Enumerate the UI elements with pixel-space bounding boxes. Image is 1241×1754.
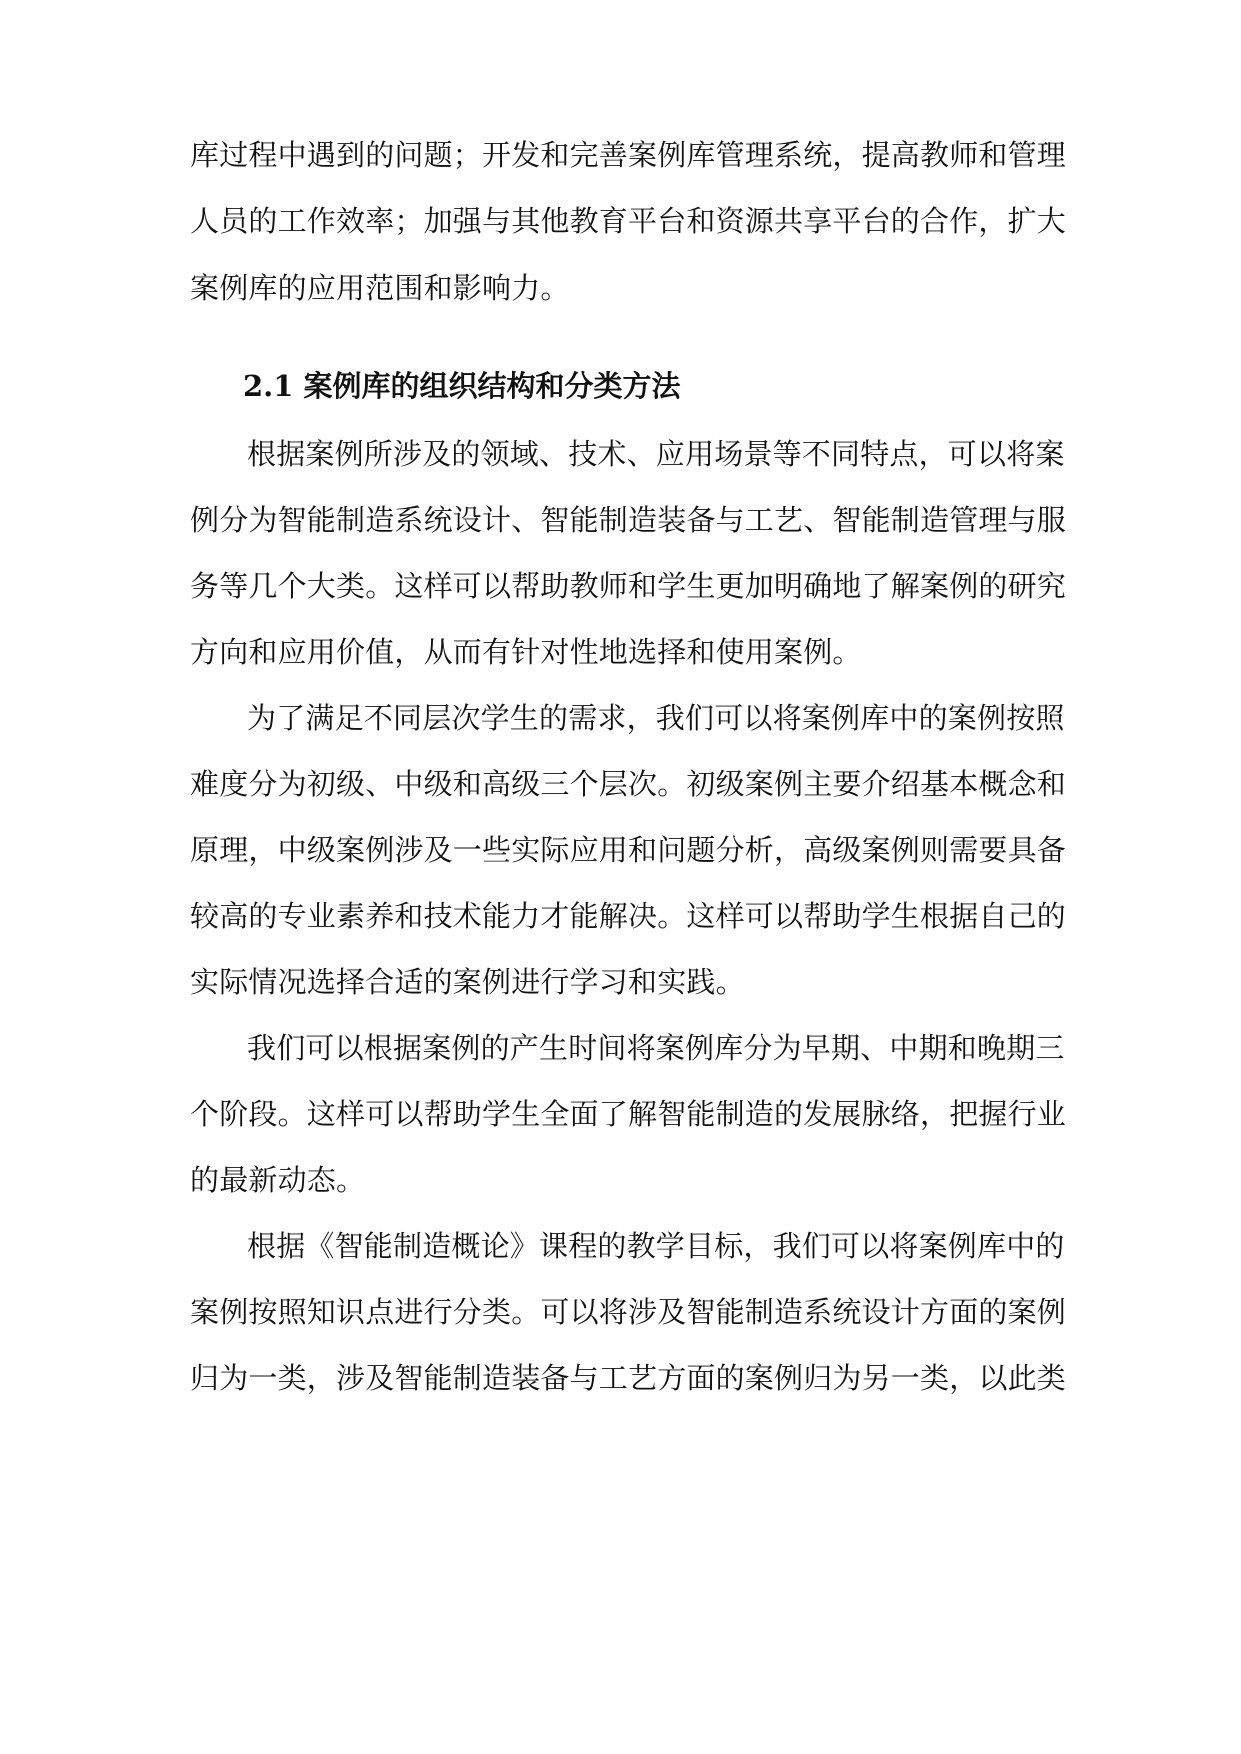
paragraph-4-line-1: 根据《智能制造概论》课程的教学目标，我们可以将案例库中的 xyxy=(247,1229,1065,1263)
paragraph-3-line-1: 我们可以根据案例的产生时间将案例库分为早期、中期和晚期三 xyxy=(247,1031,1065,1065)
paragraph-3-line-2: 个阶段。这样可以帮助学生全面了解智能制造的发展脉络，把握行业 xyxy=(190,1097,1067,1131)
paragraph-2-line-1: 为了满足不同层次学生的需求，我们可以将案例库中的案例按照 xyxy=(247,701,1065,735)
paragraph-3-line-3: 的最新动态。 xyxy=(190,1163,366,1197)
intro-line-1: 库过程中遇到的问题；开发和完善案例库管理系统，提高教师和管理 xyxy=(190,138,1067,172)
paragraph-2-line-2: 难度分为初级、中级和高级三个层次。初级案例主要介绍基本概念和 xyxy=(190,767,1067,801)
intro-line-3: 案例库的应用范围和影响力。 xyxy=(190,271,570,305)
paragraph-1-line-4: 方向和应用价值，从而有针对性地选择和使用案例。 xyxy=(190,635,862,669)
paragraph-2-line-4: 较高的专业素养和技术能力才能解决。这样可以帮助学生根据自己的 xyxy=(190,899,1067,933)
paragraph-1-line-3: 务等几个大类。这样可以帮助教师和学生更加明确地了解案例的研究 xyxy=(190,569,1067,603)
paragraph-1-line-1: 根据案例所涉及的领域、技术、应用场景等不同特点，可以将案 xyxy=(247,437,1065,471)
paragraph-4-line-2: 案例按照知识点进行分类。可以将涉及智能制造系统设计方面的案例 xyxy=(190,1295,1067,1329)
paragraph-2-line-3: 原理，中级案例涉及一些实际应用和问题分析，高级案例则需要具备 xyxy=(190,833,1067,867)
paragraph-4-line-3: 归为一类，涉及智能制造装备与工艺方面的案例归为另一类，以此类 xyxy=(190,1361,1067,1395)
paragraph-2-line-5: 实际情况选择合适的案例进行学习和实践。 xyxy=(190,965,745,999)
section-heading: 2.1 案例库的组织结构和分类方法 xyxy=(243,369,681,403)
paragraph-1-line-2: 例分为智能制造系统设计、智能制造装备与工艺、智能制造管理与服 xyxy=(190,503,1067,537)
intro-line-2: 人员的工作效率；加强与其他教育平台和资源共享平台的合作，扩大 xyxy=(190,204,1067,238)
